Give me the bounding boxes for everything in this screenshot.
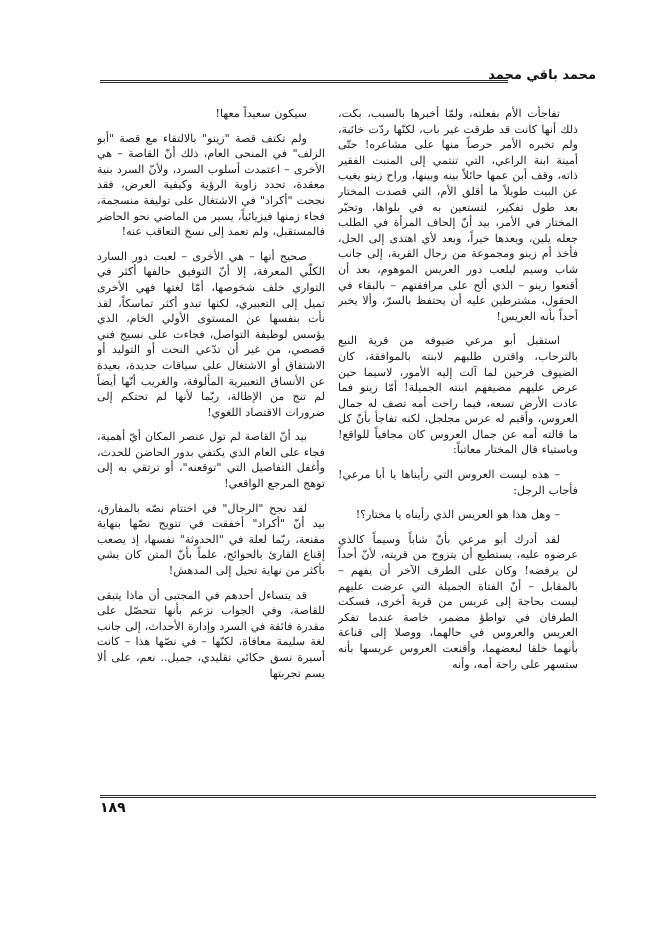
page-number: ١٨٩ bbox=[100, 800, 126, 816]
header-rule bbox=[100, 80, 508, 83]
paragraph: استقبل أبو مرعي ضيوفه من قرية النبع بالترحاب، واقترن طلبهم لابنته بالموافقة، كان الضيوف فرحين لما آلت إليه الأمور، لاسيما حين عرض عليهم مضيفهم ابنته الجميلة! أمّا زينو فما عادت الأرض تسعه، فيما راحت أمه تصف له جمال العروس، وأقيم له عرس مجلجل، لكنه تفاجأ بأنّ كل ما قالته أمه عن جمال العروس كان مجافياً للواقع! وباستياء قال المختار معاتباً: bbox=[338, 334, 578, 457]
text-column-right bbox=[338, 106, 578, 786]
paragraph: صحيح أنها – هي الأخرى – لعبت دور السارد الكلّي المعرفة، إلا أنّ التوفيق حالفها أكثر في التواري خلف شخوصها، أمّا لغتها فهي الأخرى تميل إلى التعبيري، لكنها تبدو أكثر تماسكاً، لقد نأت بنفسها عن المستوى الأولي الخام، الذي يؤسس لوظيفة التواصل، فجاءت على نسيج فني قصصي، من غير أن تدّعي النحت أو التوليد أو الاشتقاق أو الاشتغال على سياقات جديدة، بعيدة عن الأنساق التعبيرية المألوفة، والغريب أنّها أيضاً لم تنج من الإطالة، ربّما لأنها لم تحتكم إلى ضرورات الاقتصاد اللغوي! bbox=[97, 249, 325, 419]
paragraph: – وهل هذا هو العريس الذي رأيناه يا مختار؟! bbox=[355, 508, 560, 522]
paragraph: لقد نجح "الرجال" في اختتام نصّه بالمفارق، بيد أنّ "أكراد" أخفقت في تتويج نصّها بنهاية مقنعة، ربّما لعلة في "الحدوثة" نفسها، إذ يصعب إقناع القارئ بالحوائج، علماً بأنّ المتن كان يشي بأكثر من نهاية تحيل إلى المدهش! bbox=[97, 501, 325, 578]
paragraph: سيكون سعيداً معها! bbox=[215, 107, 307, 120]
paragraph: قد يتساءل أحدهم في المجتبى أن ماذا يتبقى للقاصة، وفي الجواب نزعم بأنها تتحصّل على مقدرة فائقة في السرد وإدارة الأحداث، إلى جانب لغة سليمة معافاة، لكنّها – في نصّها هذا – كانت أسيرة نسق حكائي تقليدي، جميل.. نعم، على ألا يسم تجربتها bbox=[97, 588, 325, 680]
paragraph: – هذه ليست العروس التي رأيناها يا أبا مرعي! فأجاب الرجل: bbox=[338, 468, 578, 497]
author-name: محمد باقي محمد bbox=[488, 68, 596, 83]
paragraph: لقد أدرك أبو مرعي بأنّ شاباً وسيماً كالذي عرضوه عليه، يستطيع أن يتزوج من قريته، لأنّ أحداً لن يرفضه! وكان على الطرف الآخر أن يفهم – بالمقابل – أنّ الفتاة الجميلة التي عرضت عليهم ليست بحاجة إلى عريس من قرية أخرى، فسكت الطرفان في تواطؤ مضمر، خاصة عندما تفكر العريس والعروس في حالهما، ووصلا إلى قناعة بأنهما خلقا لبعضهما، وأقنعت العروس عريسها بأنه ستسهر على راحة أمه، وأنه bbox=[338, 532, 578, 671]
paragraph: بيد أنّ القاصة لم تول عنصر المكان أيّ أهمية، فجاء على العام الذي يكتفي بدور الحاضن للحدث، وأغفل التفاصيل التي "توقعنه"، أو ترتقي به إلى توهج المرجع الواقعي! bbox=[97, 430, 325, 491]
footer-rule bbox=[100, 795, 596, 798]
paragraph: تفاجأت الأم بفعلته، ولمّا أخبرها بالسبب، بكت، ذلك أنها كانت قد طرقت غير باب، لكنّها ردّت خائبة، ولم تخبره الأمر حرصاً منها على مشاعره! حتّى أمينة ابنة الراعي، التي تنتمي إلى المنبت الفقير ذاته، وقف أبن عمها حائلاً بينه وبينها، وراح زينو يغيب عن البيت طويلاً ما أقلق الأم، التي قصدت المختار بعد طول تفكير، لتستعين به في بلواها، وتحيّر المختار في الأمر، بيد أنّ إلحاف المرأة في الطلب جعله يلين، ويعدها خيراً، وبعد لأي اهتدى إلى الحل، فأخذ أم زينو ومجموعة من رجال القرية، إلى جانب شاب وسيم ليلعب دور العريس الموهوم، بعد أن أقنعوا زينو – الذي ألح على مرافقتهم – بالبقاء في الحقول، مشترطين عليه أن يحتفظ بالسرّ، وألا يخبر أحداً بأنه العريس! bbox=[338, 107, 578, 323]
paragraph: ولم تكتف قصة "زينو" بالالتقاء مع قصة "أبو الزلف" في المنحى العام، ذلك أنّ القاصة – هي الأخرى – اعتمدت أسلوب السرد، ولأنّ السرد بنية معقدة، تحدد زاوية الرؤية وكيفية العرض، فقد نجحت "أكراد" في الاشتغال على توليفة منسجمة، فجاء زمنها فيزيائياً، يسير من الماضي نحو الحاضر فالمستقبل، ولم تعمد إلى نسخ التعاقب عنه! bbox=[97, 131, 325, 239]
page-header bbox=[100, 66, 596, 88]
text-column-left bbox=[97, 106, 325, 786]
